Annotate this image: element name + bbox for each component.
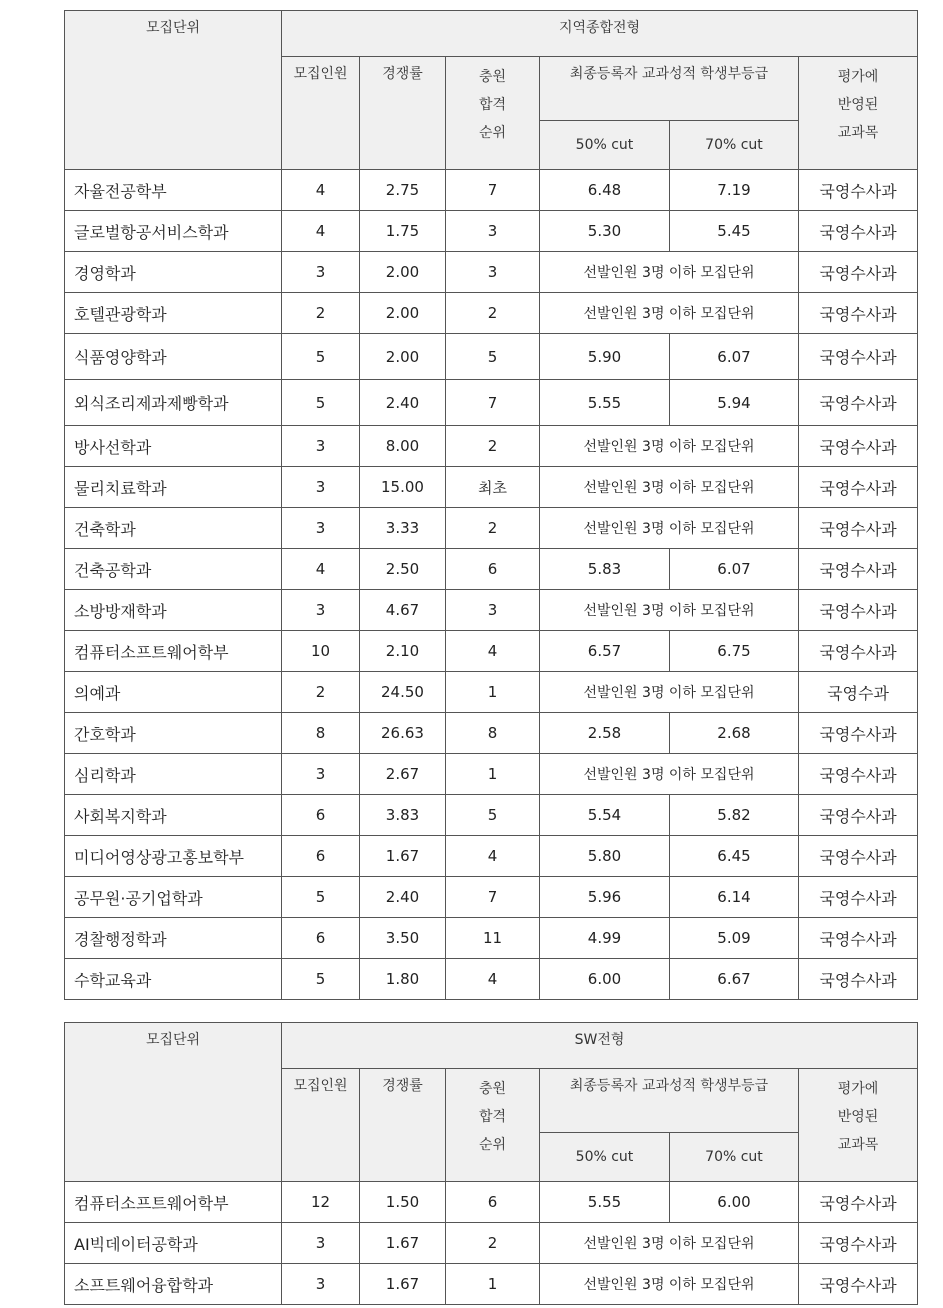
merged-note-cell: 선발인원 3명 이하 모집단위 bbox=[540, 590, 799, 631]
header-cut50: 50% cut bbox=[540, 121, 670, 170]
merged-note-cell: 선발인원 3명 이하 모집단위 bbox=[540, 1223, 799, 1264]
dept-name-cell: 외식조리제과제빵학과 bbox=[65, 380, 282, 426]
rank-cell: 2 bbox=[446, 1223, 540, 1264]
header-ratio: 경쟁률 bbox=[360, 57, 446, 170]
table-row bbox=[65, 672, 918, 713]
table-row bbox=[65, 877, 918, 918]
ratio-cell: 2.67 bbox=[360, 754, 446, 795]
subjects-cell: 국영수사과 bbox=[799, 631, 918, 672]
cut70-cell: 6.75 bbox=[670, 631, 799, 672]
count-cell: 3 bbox=[282, 467, 360, 508]
ratio-cell: 15.00 bbox=[360, 467, 446, 508]
cut50-cell: 5.55 bbox=[540, 380, 670, 426]
subjects-cell: 국영수사과 bbox=[799, 1264, 918, 1305]
header-unit: 모집단위 bbox=[65, 1023, 282, 1182]
ratio-cell: 2.10 bbox=[360, 631, 446, 672]
table-row bbox=[65, 211, 918, 252]
cut50-cell: 6.57 bbox=[540, 631, 670, 672]
dept-name-cell: 심리학과 bbox=[65, 754, 282, 795]
dept-name-cell: 식품영양학과 bbox=[65, 334, 282, 380]
cut50-cell: 5.30 bbox=[540, 211, 670, 252]
cut50-cell: 6.00 bbox=[540, 959, 670, 1000]
table-row bbox=[65, 1223, 918, 1264]
header-group: 지역종합전형 bbox=[282, 11, 918, 57]
header-subjects: 평가에 반영된 교과목 bbox=[799, 1069, 918, 1182]
count-cell: 4 bbox=[282, 211, 360, 252]
subjects-cell: 국영수사과 bbox=[799, 252, 918, 293]
table-row bbox=[65, 959, 918, 1000]
cut70-cell: 5.82 bbox=[670, 795, 799, 836]
subjects-cell: 국영수사과 bbox=[799, 918, 918, 959]
rank-cell: 5 bbox=[446, 334, 540, 380]
cut50-cell: 5.83 bbox=[540, 549, 670, 590]
cut70-cell: 6.14 bbox=[670, 877, 799, 918]
ratio-cell: 1.80 bbox=[360, 959, 446, 1000]
subjects-cell: 국영수사과 bbox=[799, 467, 918, 508]
dept-name-cell: 물리치료학과 bbox=[65, 467, 282, 508]
ratio-cell: 3.83 bbox=[360, 795, 446, 836]
ratio-cell: 24.50 bbox=[360, 672, 446, 713]
table-row bbox=[65, 426, 918, 467]
header-cut50: 50% cut bbox=[540, 1133, 670, 1182]
header-unit: 모집단위 bbox=[65, 11, 282, 170]
merged-note-cell: 선발인원 3명 이하 모집단위 bbox=[540, 467, 799, 508]
rank-cell: 최초 bbox=[446, 467, 540, 508]
dept-name-cell: 방사선학과 bbox=[65, 426, 282, 467]
rank-cell: 2 bbox=[446, 293, 540, 334]
count-cell: 3 bbox=[282, 252, 360, 293]
cut70-cell: 6.67 bbox=[670, 959, 799, 1000]
ratio-cell: 1.67 bbox=[360, 1223, 446, 1264]
rank-cell: 7 bbox=[446, 380, 540, 426]
dept-name-cell: 경영학과 bbox=[65, 252, 282, 293]
table-row bbox=[65, 508, 918, 549]
count-cell: 6 bbox=[282, 795, 360, 836]
rank-cell: 4 bbox=[446, 959, 540, 1000]
rank-cell: 8 bbox=[446, 713, 540, 754]
subjects-cell: 국영수사과 bbox=[799, 508, 918, 549]
dept-name-cell: 호텔관광학과 bbox=[65, 293, 282, 334]
table-row bbox=[65, 334, 918, 380]
ratio-cell: 1.50 bbox=[360, 1182, 446, 1223]
header-grade: 최종등록자 교과성적 학생부등급 bbox=[540, 1069, 799, 1133]
rank-cell: 3 bbox=[446, 211, 540, 252]
dept-name-cell: 공무원·공기업학과 bbox=[65, 877, 282, 918]
cut70-cell: 6.07 bbox=[670, 549, 799, 590]
subjects-cell: 국영수사과 bbox=[799, 293, 918, 334]
dept-name-cell: 건축학과 bbox=[65, 508, 282, 549]
subjects-cell: 국영수사과 bbox=[799, 795, 918, 836]
table-row bbox=[65, 293, 918, 334]
count-cell: 3 bbox=[282, 508, 360, 549]
table-row bbox=[65, 549, 918, 590]
header-cut70: 70% cut bbox=[670, 1133, 799, 1182]
table-row bbox=[65, 380, 918, 426]
rank-cell: 1 bbox=[446, 672, 540, 713]
dept-name-cell: 의예과 bbox=[65, 672, 282, 713]
count-cell: 6 bbox=[282, 836, 360, 877]
rank-cell: 7 bbox=[446, 170, 540, 211]
cut50-cell: 5.80 bbox=[540, 836, 670, 877]
table-row bbox=[65, 252, 918, 293]
cut50-cell: 5.96 bbox=[540, 877, 670, 918]
merged-note-cell: 선발인원 3명 이하 모집단위 bbox=[540, 293, 799, 334]
subjects-cell: 국영수사과 bbox=[799, 1182, 918, 1223]
table-row bbox=[65, 918, 918, 959]
dept-name-cell: 소방방재학과 bbox=[65, 590, 282, 631]
count-cell: 6 bbox=[282, 918, 360, 959]
subjects-cell: 국영수사과 bbox=[799, 170, 918, 211]
dept-name-cell: 미디어영상광고홍보학부 bbox=[65, 836, 282, 877]
header-ratio: 경쟁률 bbox=[360, 1069, 446, 1182]
header-group: SW전형 bbox=[282, 1023, 918, 1069]
subjects-cell: 국영수사과 bbox=[799, 959, 918, 1000]
rank-cell: 2 bbox=[446, 508, 540, 549]
count-cell: 10 bbox=[282, 631, 360, 672]
dept-name-cell: 컴퓨터소프트웨어학부 bbox=[65, 1182, 282, 1223]
dept-name-cell: 경찰행정학과 bbox=[65, 918, 282, 959]
header-subjects: 평가에 반영된 교과목 bbox=[799, 57, 918, 170]
ratio-cell: 1.67 bbox=[360, 836, 446, 877]
subjects-cell: 국영수사과 bbox=[799, 1223, 918, 1264]
ratio-cell: 2.00 bbox=[360, 252, 446, 293]
cut50-cell: 4.99 bbox=[540, 918, 670, 959]
dept-name-cell: 사회복지학과 bbox=[65, 795, 282, 836]
count-cell: 5 bbox=[282, 959, 360, 1000]
dept-name-cell: 간호학과 bbox=[65, 713, 282, 754]
rank-cell: 11 bbox=[446, 918, 540, 959]
dept-name-cell: 수학교육과 bbox=[65, 959, 282, 1000]
count-cell: 3 bbox=[282, 426, 360, 467]
subjects-cell: 국영수사과 bbox=[799, 211, 918, 252]
dept-name-cell: 소프트웨어융합학과 bbox=[65, 1264, 282, 1305]
ratio-cell: 1.75 bbox=[360, 211, 446, 252]
subjects-cell: 국영수사과 bbox=[799, 836, 918, 877]
table-row bbox=[65, 1264, 918, 1305]
table-row bbox=[65, 795, 918, 836]
subjects-cell: 국영수사과 bbox=[799, 549, 918, 590]
cut50-cell: 5.55 bbox=[540, 1182, 670, 1223]
merged-note-cell: 선발인원 3명 이하 모집단위 bbox=[540, 252, 799, 293]
rank-cell: 4 bbox=[446, 631, 540, 672]
subjects-cell: 국영수사과 bbox=[799, 754, 918, 795]
table-header bbox=[65, 11, 918, 170]
subjects-cell: 국영수과 bbox=[799, 672, 918, 713]
merged-note-cell: 선발인원 3명 이하 모집단위 bbox=[540, 508, 799, 549]
dept-name-cell: 건축공학과 bbox=[65, 549, 282, 590]
ratio-cell: 2.40 bbox=[360, 380, 446, 426]
count-cell: 3 bbox=[282, 754, 360, 795]
ratio-cell: 2.00 bbox=[360, 334, 446, 380]
count-cell: 5 bbox=[282, 877, 360, 918]
merged-note-cell: 선발인원 3명 이하 모집단위 bbox=[540, 672, 799, 713]
count-cell: 12 bbox=[282, 1182, 360, 1223]
subjects-cell: 국영수사과 bbox=[799, 713, 918, 754]
table-row bbox=[65, 631, 918, 672]
ratio-cell: 1.67 bbox=[360, 1264, 446, 1305]
dept-name-cell: 컴퓨터소프트웨어학부 bbox=[65, 631, 282, 672]
rank-cell: 3 bbox=[446, 590, 540, 631]
ratio-cell: 2.40 bbox=[360, 877, 446, 918]
table-row bbox=[65, 467, 918, 508]
table-row bbox=[65, 170, 918, 211]
header-grade: 최종등록자 교과성적 학생부등급 bbox=[540, 57, 799, 121]
count-cell: 2 bbox=[282, 293, 360, 334]
cut50-cell: 5.54 bbox=[540, 795, 670, 836]
dept-name-cell: 자율전공학부 bbox=[65, 170, 282, 211]
header-count: 모집인원 bbox=[282, 57, 360, 170]
rank-cell: 3 bbox=[446, 252, 540, 293]
subjects-cell: 국영수사과 bbox=[799, 334, 918, 380]
table-row bbox=[65, 590, 918, 631]
admissions-table-regional bbox=[64, 10, 918, 1000]
subjects-cell: 국영수사과 bbox=[799, 380, 918, 426]
cut70-cell: 5.94 bbox=[670, 380, 799, 426]
cut50-cell: 2.58 bbox=[540, 713, 670, 754]
merged-note-cell: 선발인원 3명 이하 모집단위 bbox=[540, 1264, 799, 1305]
table-row bbox=[65, 1182, 918, 1223]
cut50-cell: 6.48 bbox=[540, 170, 670, 211]
subjects-cell: 국영수사과 bbox=[799, 426, 918, 467]
cut70-cell: 2.68 bbox=[670, 713, 799, 754]
header-rank: 충원 합격 순위 bbox=[446, 1069, 540, 1182]
rank-cell: 7 bbox=[446, 877, 540, 918]
cut50-cell: 5.90 bbox=[540, 334, 670, 380]
rank-cell: 6 bbox=[446, 549, 540, 590]
subjects-cell: 국영수사과 bbox=[799, 590, 918, 631]
table-header bbox=[65, 1023, 918, 1182]
cut70-cell: 5.45 bbox=[670, 211, 799, 252]
ratio-cell: 3.33 bbox=[360, 508, 446, 549]
ratio-cell: 2.75 bbox=[360, 170, 446, 211]
cut70-cell: 6.07 bbox=[670, 334, 799, 380]
table-row bbox=[65, 836, 918, 877]
table-body bbox=[65, 170, 918, 1000]
count-cell: 2 bbox=[282, 672, 360, 713]
ratio-cell: 4.67 bbox=[360, 590, 446, 631]
count-cell: 3 bbox=[282, 590, 360, 631]
count-cell: 4 bbox=[282, 549, 360, 590]
cut70-cell: 7.19 bbox=[670, 170, 799, 211]
count-cell: 3 bbox=[282, 1264, 360, 1305]
header-count: 모집인원 bbox=[282, 1069, 360, 1182]
count-cell: 8 bbox=[282, 713, 360, 754]
count-cell: 5 bbox=[282, 334, 360, 380]
dept-name-cell: 글로벌항공서비스학과 bbox=[65, 211, 282, 252]
table-row bbox=[65, 754, 918, 795]
rank-cell: 2 bbox=[446, 426, 540, 467]
rank-cell: 1 bbox=[446, 754, 540, 795]
table-row bbox=[65, 713, 918, 754]
count-cell: 3 bbox=[282, 1223, 360, 1264]
cut70-cell: 6.45 bbox=[670, 836, 799, 877]
header-cut70: 70% cut bbox=[670, 121, 799, 170]
table-body bbox=[65, 1182, 918, 1305]
merged-note-cell: 선발인원 3명 이하 모집단위 bbox=[540, 426, 799, 467]
count-cell: 5 bbox=[282, 380, 360, 426]
rank-cell: 6 bbox=[446, 1182, 540, 1223]
merged-note-cell: 선발인원 3명 이하 모집단위 bbox=[540, 754, 799, 795]
admissions-table-sw bbox=[64, 1022, 918, 1305]
count-cell: 4 bbox=[282, 170, 360, 211]
rank-cell: 1 bbox=[446, 1264, 540, 1305]
ratio-cell: 8.00 bbox=[360, 426, 446, 467]
cut70-cell: 5.09 bbox=[670, 918, 799, 959]
subjects-cell: 국영수사과 bbox=[799, 877, 918, 918]
ratio-cell: 26.63 bbox=[360, 713, 446, 754]
rank-cell: 5 bbox=[446, 795, 540, 836]
dept-name-cell: AI빅데이터공학과 bbox=[65, 1223, 282, 1264]
ratio-cell: 2.50 bbox=[360, 549, 446, 590]
rank-cell: 4 bbox=[446, 836, 540, 877]
cut70-cell: 6.00 bbox=[670, 1182, 799, 1223]
ratio-cell: 3.50 bbox=[360, 918, 446, 959]
ratio-cell: 2.00 bbox=[360, 293, 446, 334]
header-rank: 충원 합격 순위 bbox=[446, 57, 540, 170]
